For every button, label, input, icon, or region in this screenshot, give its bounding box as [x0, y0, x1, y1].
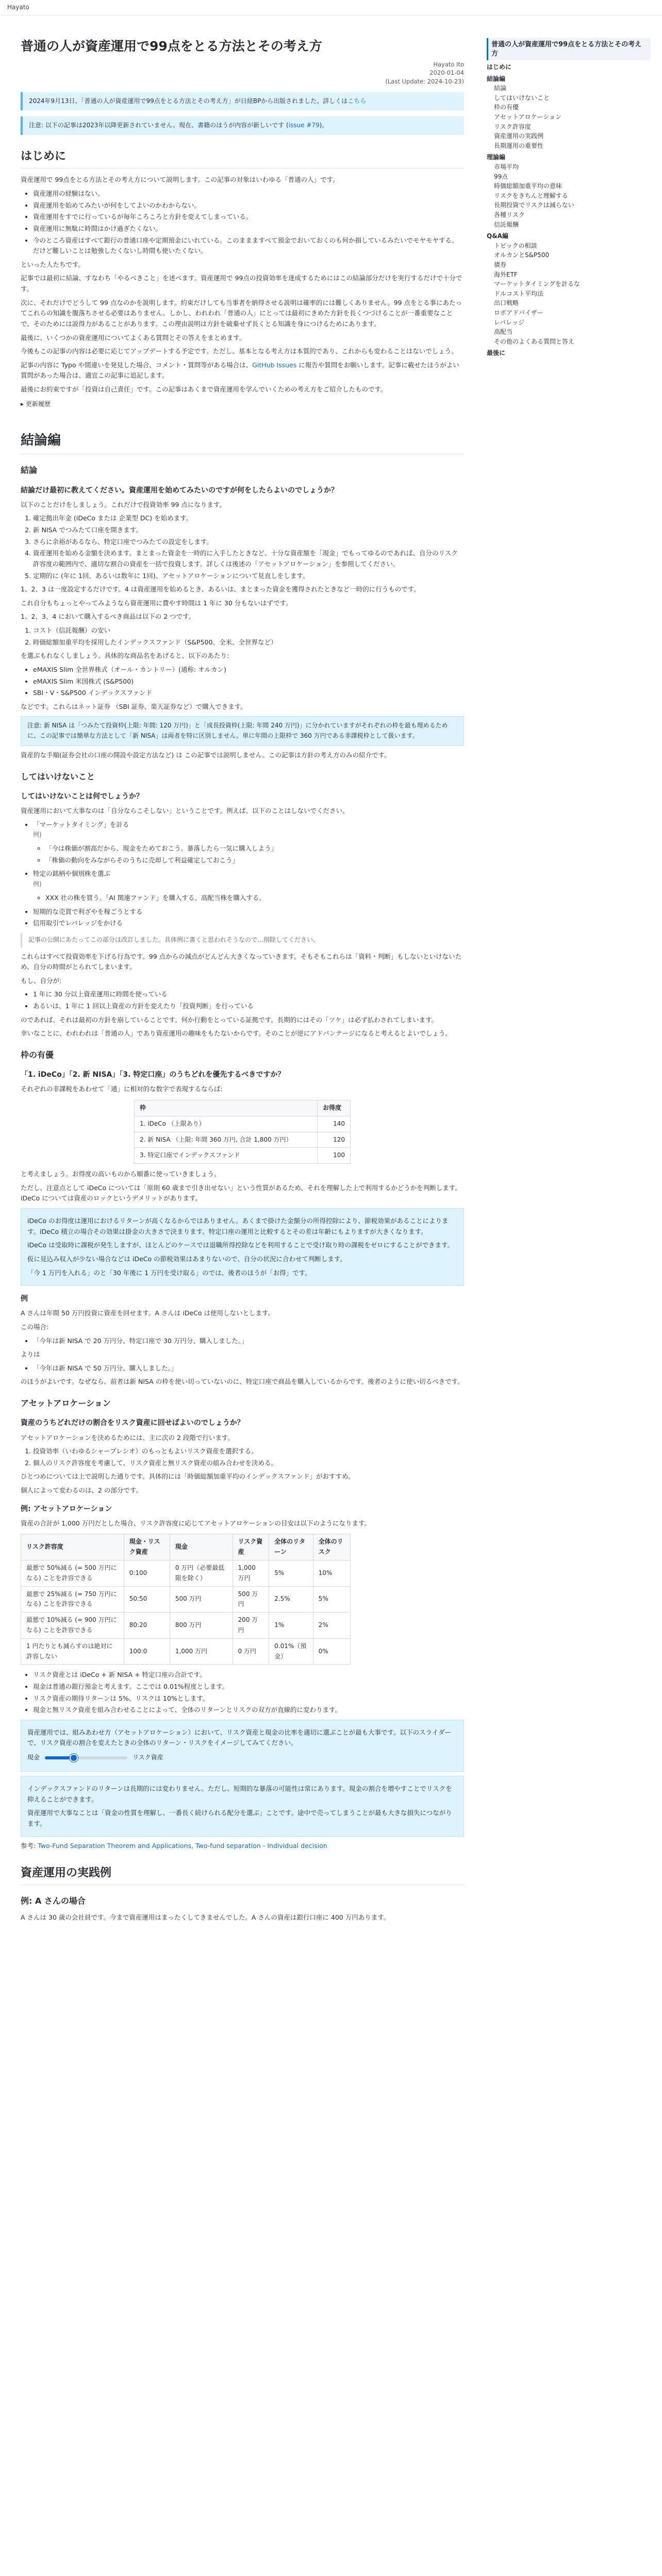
- donts-list: [33, 820, 464, 929]
- list-item: • 今のところ資産はすべて銀行の普通口座や定期預金にいれている。このままますべて預金でおいておくのも何か損しているみたいでモヤモヤする。だけど難しいことは勉強したくないし時間も使いたくない。: [33, 235, 464, 257]
- practice-example-heading: 例: A さんの場合: [21, 1896, 86, 1906]
- table-cell: 10%: [313, 1560, 350, 1586]
- slider-box: [21, 1720, 464, 1772]
- section-donts-heading: してはいけないこと: [21, 771, 95, 782]
- table-header-cell: お得度: [318, 1100, 351, 1116]
- paragraph: それぞれの非課税をあわせて「通」に相対的な数字で表現するならば:: [21, 1085, 223, 1093]
- section-order-heading: 枠の有優: [21, 1049, 54, 1060]
- table-cell: 500 万円: [170, 1586, 233, 1613]
- paragraph: ひとつめについては上で説明した通りです。具体的には「時価総額加重平均のインデックスファンド」がおすすめ。: [21, 1472, 355, 1481]
- paragraph: アセットアロケーションを決めるためには、主に次の 2 段階で行います。: [21, 1433, 234, 1442]
- list-item: • 資産運用の経験はない。: [33, 189, 464, 199]
- intro-list: [33, 189, 464, 257]
- list-item: 2. 時価総額加重平均を採用したインデックスファンド（S&P500、全米、全世界など）: [33, 637, 464, 648]
- list-item: [33, 869, 464, 903]
- top-bar: [0, 0, 662, 15]
- table-cell: 最悪で 10%減る (= 900 万円になる) ことを許容できる: [21, 1613, 124, 1639]
- list-item: 1. コスト（信託報酬）の安い: [33, 625, 464, 636]
- table-cell: 2.5%: [269, 1586, 313, 1613]
- question-heading: 資産のうちどれだけの割合をリスク資産に回せばよいのでしょうか？: [21, 1419, 244, 1428]
- index-note: [21, 1776, 464, 1837]
- paragraph: ただし、注意点として iDeCo については「原則 60 歳まで引き出せない」という性質があるため、それを理解した上で利用するかどうかを判断します。iDeCo については資産のロックというデメリットがあります。: [21, 1183, 461, 1202]
- paragraph: A さんは年間 50 万円投資に資産を回せます。A さんは iDeCo は使用しないとします。: [21, 1309, 275, 1317]
- table-cell: 200 万円: [233, 1613, 269, 1639]
- toc-item[interactable]: 結論: [494, 84, 507, 92]
- table-cell: 500 万円: [233, 1586, 269, 1613]
- publish-date: 2020-01-04: [429, 69, 464, 77]
- table-cell: 0:100: [124, 1560, 170, 1586]
- table-cell: 1%: [269, 1613, 313, 1639]
- toc-item[interactable]: オルカンとS&P500: [494, 251, 550, 259]
- toc-item[interactable]: レバレッジ: [494, 318, 525, 326]
- list-item: 1. 確定拠出年金 (iDeCo または 企業型 DC) を始めます。: [33, 513, 464, 524]
- reference-label: 参考:: [21, 1842, 38, 1850]
- paragraph: [21, 360, 464, 381]
- table-cell: 50:50: [124, 1586, 170, 1613]
- table-header-row: [135, 1100, 351, 1116]
- table-cell: 2. 新 NISA （上限: 年間 360 万円, 合計 1,800 万円）: [135, 1132, 318, 1148]
- paragraph: この場合:: [21, 1323, 49, 1331]
- table-header-cell: 全体のリターン: [269, 1534, 313, 1561]
- nisa-note: 注意: 新 NISA は「つみたて投資枠(上限: 年間: 120 万円)」と「成長投資枠(上限: 年間 240 万円)」に分かれていますがそれぞれの枠を最も埋めるために、この記事では簡単な方法として「新 NISA」は両者を特に区別しません。単に年間の上限枠で 360 万円である非課税枠として扱います。: [21, 716, 464, 746]
- paragraph: と考えましょう。お得度の高いものから順番に使っていきましょう。: [21, 1170, 221, 1178]
- example-list: [45, 893, 464, 904]
- section-allocation-heading: アセットアロケーション: [21, 1398, 111, 1409]
- last-update: (Last Update: 2024-10-23): [385, 77, 464, 85]
- toc-item[interactable]: してはいけないこと: [494, 94, 550, 101]
- toc-item[interactable]: 結論編: [487, 75, 506, 82]
- table-cell: 1,000 万円: [233, 1560, 269, 1586]
- list-item: • あるいは、1 年に 1 回以上資産の方針を変えたり「投資判断」を行っている: [33, 1001, 464, 1012]
- paragraph: よりは: [21, 1350, 40, 1359]
- list-item: • 現金と無リスク資産を組み合わせることによって、全体のリターンとリスクの双方が直線的に変わります。: [33, 1705, 464, 1716]
- toc-item[interactable]: リスクをきちんと理解する: [494, 192, 568, 199]
- toc-item[interactable]: 長期投資でリスクは減らない: [494, 201, 574, 209]
- example-label: 例): [33, 831, 42, 839]
- note-paragraph: iDeCo は受取時に課税が発生しますが、ほとんどのケースでは退職所得控除などを利用することで受け取り時の課税をゼロにすることができます。: [27, 1241, 454, 1249]
- book-note-link[interactable]: こちら: [347, 97, 367, 105]
- list-item: • 現金は普通の銀行預金と考えます。ここでは 0.01%程度とします。: [33, 1682, 464, 1692]
- table-cell: 最悪で 50%減る (= 500 万円になる) ことを許容できる: [21, 1560, 124, 1586]
- table-header-cell: 現金・リスク資産: [124, 1534, 170, 1561]
- note-paragraph: 資産運用で大事なことは「資金の性質を理解し、一番長く続けられる配分を選ぶ」ことです。途中で売ってしまうことが最も大きな損失につながります。: [27, 1809, 452, 1827]
- toc-item[interactable]: 高配当: [494, 328, 513, 336]
- list-item-text: 特定の銘柄や個別株を選ぶ: [33, 870, 111, 878]
- part-conclusion-heading: 結論編: [21, 430, 464, 454]
- toc-item[interactable]: 時価総額加重平均の意味: [494, 182, 562, 190]
- table-cell: 140: [318, 1116, 351, 1132]
- paragraph: 個人によって変わるのは、2 の部分です。: [21, 1486, 142, 1495]
- allocation-steps: [33, 1446, 464, 1468]
- table-cell: 1 円たりとも減らすのは絶対に許容しない: [21, 1638, 124, 1665]
- table-row: [135, 1132, 351, 1148]
- section-intro-heading: はじめに: [21, 147, 464, 168]
- list-item: • リスク資産とは iDeCo + 新 NISA + 特定口座の合計です。: [33, 1670, 464, 1681]
- table-header-cell: リスク資産: [233, 1534, 269, 1561]
- toc-item[interactable]: 信託報酬: [494, 221, 519, 228]
- table-cell: 3. 特定口座でインデックスファンド: [135, 1148, 318, 1164]
- paragraph-text: 記事の内容に Typo や間違いを発見した場合、コメント・質問等がある場合は、: [21, 361, 253, 369]
- table-row: [21, 1638, 351, 1665]
- issue-link[interactable]: issue #79: [288, 122, 320, 129]
- toc-item[interactable]: トピックの相談: [494, 242, 537, 249]
- paragraph: A さんは 30 歳の会社員です。今まで資産運用はまったくしてきませんでした。A さんの資産は銀行口座に 400 万円あります。: [21, 1913, 390, 1921]
- list-item: • 「今年は新 NISA で 50 万円分、購入しました。」: [33, 1363, 464, 1374]
- paragraph: を選ぶもれなくしましょう。具体的な商品名をあげると、以下のあたり:: [21, 652, 229, 660]
- list-item: [33, 820, 464, 866]
- table-cell: 0 万円（必要最低限を除く）: [170, 1560, 233, 1586]
- table-header-cell: 現金: [170, 1534, 233, 1561]
- list-item: 2. 個人のリスク許容度を考慮して、リスク資産と無リスク資産の組み合わせを決める。: [33, 1458, 464, 1469]
- question-heading: してはいけないことは何でしょうか？: [21, 792, 143, 801]
- toc-item[interactable]: 各種リスク: [494, 211, 525, 218]
- update-warning-tail: )。: [319, 122, 328, 129]
- table-cell: 1. iDeCo （上限あり）: [135, 1116, 318, 1132]
- toc-item[interactable]: Q&A編: [487, 232, 508, 240]
- paragraph: これらはすべて投資効率を下げる行為です。99 点からの減点がどんどん大きくなっていきます。そもそもこれらは「資料・判断」もしないといけないため、自分の時間がとられてしまいます。: [21, 952, 462, 971]
- list-item: 1. 投資効率（いわゆるシャープレシオ）のもっともよいリスク資産を選択する。: [33, 1446, 464, 1457]
- toc-item[interactable]: 枠の有優: [494, 104, 519, 111]
- toc-item[interactable]: リスク許容度: [494, 123, 531, 130]
- table-row: [21, 1613, 351, 1639]
- list-item: • 資産運用をすでに行っているが毎年ころころと方針を変えてしまっている。: [33, 212, 464, 223]
- table-cell: 5%: [269, 1560, 313, 1586]
- toc-item[interactable]: ロボアドバイザー: [494, 309, 543, 316]
- table-header-cell: 全体のリスク: [313, 1534, 350, 1561]
- note-paragraph: 仮に見込み収入が少ない場合などは iDeCo の節税効果はあまりないので、自分の状況に合わせて判断します。: [27, 1255, 346, 1263]
- paragraph: これ自分もちょっとやってみようなら資産運用に費やす時間は 1 年に 30 分もないはずです。: [21, 599, 292, 607]
- paragraph: などです。これらはネット証券 （SBI 証券、楽天証券など）で購入できます。: [21, 702, 247, 710]
- toc-item[interactable]: ドルコスト平均法: [494, 290, 544, 297]
- steps-list: [33, 513, 464, 581]
- toc-item[interactable]: はじめに: [487, 63, 512, 71]
- toc-list: [487, 62, 651, 358]
- toc-item[interactable]: 債券: [494, 261, 507, 268]
- toc-item[interactable]: アセットアロケーション: [494, 113, 562, 121]
- question-heading: 結論だけ最初に教えてください。資産運用を始めてみたいのですが何をしたらよいのでしょうか？: [21, 486, 338, 495]
- table-cell: 1,000 万円: [170, 1638, 233, 1665]
- slider-right-label: リスク資産: [133, 1754, 163, 1761]
- example-list: [33, 1363, 464, 1374]
- paragraph: 資産運用において大事なのは「自分ならこそしない」ということです。例えば、以下のことはしないでください。: [21, 807, 349, 815]
- paragraph: 幸いなことに、われわれは「普通の人」であり資産運用の趣味をもたないからです。そのことが逆にアドバンテージになると考えるとよいでしょう。: [21, 1029, 452, 1038]
- table-row: [21, 1560, 351, 1586]
- toc-item[interactable]: 理論編: [487, 154, 506, 161]
- paragraph: 資産的な手順(証券会社の口座の開設や設定方法など) は この記事では説明しません。この記事は方針の考え方のみの紹介です。: [21, 751, 391, 759]
- note-paragraph: インデックスファンドのリターンは長期的には変わりません。ただし、短期的な暴落の可能性は常にあります。現金の割合を増やすことでリスクを抑えることができます。: [27, 1784, 452, 1803]
- table-cell: 120: [318, 1132, 351, 1148]
- table-cell: 5%: [313, 1586, 350, 1613]
- list-item: • 信用取引でレバレッジをかける: [33, 918, 464, 929]
- paragraph: 以下のことだけをしましょう。これだけで投資効率 99 点になります。: [21, 500, 226, 509]
- note-paragraph: 資産運用では、組みあわせ方（アセットアロケーション）において、リスク資産と現金の比率を適切に選ぶことが最も大事です。以下のスライダーで、リスク資産の割合を変えたときの全体のリターン・リスクをイメージしてみてください。: [27, 1728, 452, 1747]
- page-title: 普通の人が資産運用で99点をとる方法とその考え方: [21, 39, 322, 54]
- list-item: • 資産運用に無駄に時間はかけ過ぎたくない。: [33, 224, 464, 234]
- criteria-list: [33, 625, 464, 648]
- table-cell: 0.01%（預金）: [269, 1638, 313, 1665]
- example-label: 例): [33, 880, 42, 888]
- table-of-contents: [487, 38, 651, 358]
- table-cell: 2%: [313, 1613, 350, 1639]
- toc-item[interactable]: 市場平均: [494, 163, 519, 171]
- article-main: [21, 38, 464, 1926]
- list-item: • 「今年は新 NISA で 20 万円分、特定口座で 30 万円分、購入しました。」: [33, 1336, 464, 1347]
- allocation-notes: [33, 1670, 464, 1716]
- update-warning-text: 注意: 以下の記事は2023年以降更新されていません。現在、書籍のほうが内容が新しいです (: [29, 122, 289, 129]
- site-brand-link[interactable]: Hayato: [7, 3, 29, 11]
- toc-item[interactable]: 資産運用の実践例: [494, 132, 544, 140]
- paragraph: のほうがよいです。なぜなら、前者は新 NISA の枠を使い切っていないのに、特定口座で商品を購入しているからです。後者のように使い切るべきです。: [21, 1378, 464, 1386]
- table-cell: 最悪で 25%減る (= 750 万円になる) ことを許容できる: [21, 1586, 124, 1613]
- paragraph: 資産の合計が 1,000 万円だとした場合、リスク許容度に応じてアセットアロケーションの目安は以下のようになります。: [21, 1519, 371, 1527]
- paragraph: のであれば、それは最初の方針を崩していることです。何か行動をとっている証拠です。長期的にはその「ツケ」は必ず払わされてしまいます。: [21, 1015, 438, 1024]
- section-conclusion-heading: 結論: [21, 465, 38, 476]
- list-item: • 1 年に 30 分以上資産運用に時間を使っている: [33, 989, 464, 1000]
- paragraph: 資産運用で 99点をとる方法とその考え方について説明します。この記事の対象はいわゆる「普通の人」です。: [21, 176, 339, 184]
- github-issues-link[interactable]: GitHub Issues: [252, 361, 297, 369]
- list-item: 4. 資産運用を始める金額を決めます。まとまった資金を一時的に入手したときなど、十分な資産額を「現金」でもってゆるのであれば、自分のリスク許容度の範囲内で、適切な割合の資産を一括で投資します。詳しくは後述の「アセットアロケーション」を参照してください。: [33, 548, 464, 569]
- paragraph: 最後にお約束ですが「投資は自己責任」です。この記事はあくまで資産運用を学んでいくための考え方をご紹介したものです。: [21, 385, 387, 394]
- list-item: • eMAXIS Slim 全世界株式（オール・カントリー）(通称: オルカン): [33, 665, 464, 675]
- list-item: 2. 新 NISA でつみたて口座を開きます。: [33, 525, 464, 536]
- paragraph: 最後に、いくつかの資産運用についてよくある質問とその答えをまとめます。: [21, 333, 246, 342]
- list-item: • 資産運用を始めてみたいが何をしてよいのかわからない。: [33, 200, 464, 211]
- author: Hayato Ito: [433, 60, 464, 68]
- toc-item[interactable]: 出口戦略: [494, 299, 519, 307]
- table-cell: 100: [318, 1148, 351, 1164]
- table-header-cell: 枠: [135, 1100, 318, 1116]
- priority-table: [134, 1100, 351, 1164]
- example-item: ◦ 「今は株価が割高だから、現金をためておこう。暴落したら一気に購入しよう」: [45, 843, 464, 854]
- toc-item[interactable]: 長期運用の重要性: [494, 142, 544, 149]
- example-item: ◦ XXX 社の株を買う。「AI 関連ファンド」を購入する。高配当株を購入する。: [45, 893, 464, 904]
- toc-item[interactable]: マーケットタイミングを計るな: [494, 280, 580, 288]
- toc-title[interactable]: 普通の人が資産運用で99点をとる方法とその考え方: [487, 38, 651, 60]
- allocation-table: [21, 1534, 351, 1665]
- allocation-slider[interactable]: [45, 1756, 127, 1759]
- table-row: [21, 1586, 351, 1613]
- reference: [21, 1841, 464, 1852]
- table-header-cell: リスク許容度: [21, 1534, 124, 1561]
- changelog-toggle[interactable]: ▸ 更新履歴: [21, 400, 51, 408]
- note-paragraph: iDeCo のお得度は運用におけるリターンが高くなるからではありません。あくまで掛けた金額分の所得控除により、節税効果があることによります。iDeCo 積立の場合その効果は掛金の大きさで決まります。特定口座の運用と比較するとその差は年齢にもよりますが大きくなります。: [27, 1217, 449, 1235]
- slider-left-label: 現金: [27, 1754, 40, 1761]
- reference-link[interactable]: Two-Fund Separation Theorem and Applications, Two-fund separation - Individual decision: [38, 1842, 327, 1850]
- list-item: • eMAXIS Slim 米国株式 (S&P500): [33, 676, 464, 687]
- example-list: [33, 1336, 464, 1347]
- paragraph: 次に、それだけでどうして 99 点なのかを説明します。約束だけしても当事者を納得させる説明は確率的には難しくありません。99 点をとる事にあたってこれらの知識を腹落ちさせる必要はありません。しかし、われわれ「普通の人」にとっては最初にきめた方針を長くつづけることが一番重要なことで、そのためには説得力があることがあります。この理由説明は方針を破棄せず長くとる知識を身につけるためにあります。: [21, 298, 462, 328]
- table-cell: 0 万円: [233, 1638, 269, 1665]
- paragraph: 今後もこの記事の内容は必要に応じてアップデートする予定です。ただし、基本となる考え方は本質的であり、これからも変わることはないでしょう。: [21, 347, 458, 355]
- book-note-text: 2024年9月13日、「普通の人が資産運用で99点をとる方法とその考え方」が日経BPから出版されました。詳しくは: [29, 97, 348, 105]
- example-heading: 例: [21, 1295, 28, 1303]
- paragraph: もし、自分が:: [21, 976, 62, 985]
- ideco-note: [21, 1208, 464, 1286]
- paragraph: 記事では最初に結論、すなわち「やるべきこと」を述べます。資産運用で 99点の投資効率を達成するためにはこの結論部分だけを実行するだけで十分です。: [21, 274, 462, 293]
- example-item: ◦ 「株価の動向をみながらそのうちに売却して利益確定しておこう」: [45, 855, 464, 866]
- toc-item[interactable]: 海外ETF: [494, 270, 518, 278]
- toc-item[interactable]: その他のよくある質問と答え: [494, 337, 575, 345]
- article-meta: [21, 60, 464, 86]
- toc-item[interactable]: 最後に: [487, 349, 506, 357]
- list-item-text: 「マーケットタイミング」を計る: [33, 820, 129, 828]
- table-row: [135, 1148, 351, 1164]
- example-list: [45, 843, 464, 866]
- table-row: [135, 1116, 351, 1132]
- note-paragraph: 「今 1 万円を入れる」のと「30 年後に 1 万円を受け取る」のでは、後者のほうが「お得」です。: [27, 1268, 311, 1277]
- list-item: 3. さらに余裕があるなら、特定口座でつみたての設定をします。: [33, 537, 464, 548]
- question-heading: 「1. iDeCo」「2. 新 NISA」「3. 特定口座」のうちどれを優先するべきですか？: [21, 1071, 285, 1079]
- table-cell: 80:20: [124, 1613, 170, 1639]
- table-cell: 100:0: [124, 1638, 170, 1665]
- paragraph: 1、2、3、4 において購入するべき商品は以下の 2 つです。: [21, 613, 195, 621]
- update-warning: [21, 116, 464, 135]
- paragraph: 1、2、3 は一度設定するだけです。4 は資産運用を始めるとき、あるいは、まとまった資金を獲得されたときなど一時的に行うものです。: [21, 585, 420, 594]
- list-item: 5. 定期的に (年に 1回、あるいは数年に 1回)、アセットアロケーションについて見直しをします。: [33, 571, 464, 582]
- self-check-list: [33, 989, 464, 1011]
- toc-item[interactable]: 99点: [494, 173, 508, 180]
- quote: 記事の公開にあたってこの部分は改訂しました。具体例に書くと思われそうなので…削除してください。: [21, 933, 464, 947]
- book-note: [21, 92, 464, 111]
- list-item: • リスク資産の期待リターンは 5%、リスクは 10%とします。: [33, 1693, 464, 1704]
- example-heading: 例: アセットアロケーション: [21, 1504, 112, 1513]
- list-item: • 短期的な売買で利ざやを稼ごうとする: [33, 907, 464, 918]
- table-header-row: [21, 1534, 351, 1561]
- list-item: • SBI・V・S&P500 インデックスファンド: [33, 688, 464, 699]
- table-cell: 800 万円: [170, 1613, 233, 1639]
- paragraph: といった人たちです。: [21, 260, 85, 268]
- allocation-slider-row: [27, 1753, 457, 1763]
- funds-list: [33, 665, 464, 699]
- table-cell: 0%: [313, 1638, 350, 1665]
- section-practice-heading: 資産運用の実践例: [21, 1864, 464, 1885]
- paragraph-text: に報告や質問をお願いします。記事に載せたほうがよい質問があった場合は、適宜この記事に追記します。: [21, 361, 459, 380]
- allocation-slider-thumb[interactable]: [70, 1754, 78, 1762]
